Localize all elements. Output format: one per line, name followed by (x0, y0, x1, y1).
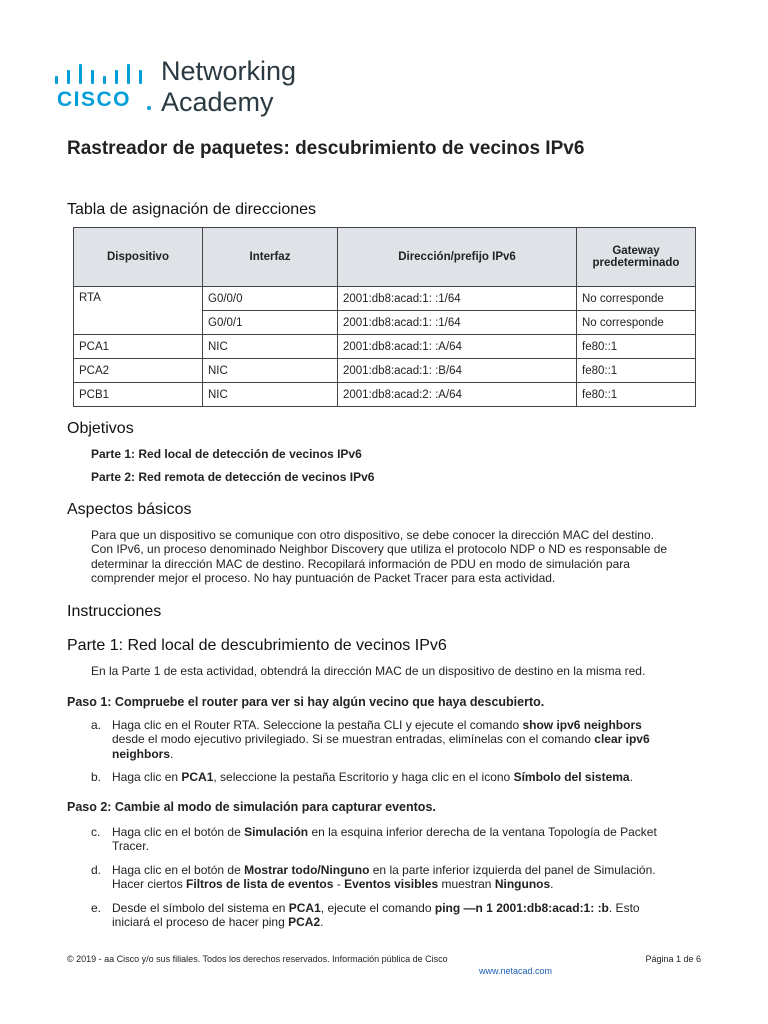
footer-page-number: Página 1 de 6 (645, 954, 701, 964)
page-title: Rastreador de paquetes: descubrimiento de vecinos IPv6 (67, 138, 585, 159)
cisco-bars-icon (55, 62, 147, 84)
cell-gateway: fe80::1 (577, 359, 696, 383)
cell-gateway: No corresponde (577, 287, 696, 311)
cell-device: RTA (74, 287, 203, 335)
objective-part1: Parte 1: Red local de detección de vecinos IPv6 (91, 447, 362, 461)
cell-interface: NIC (203, 359, 338, 383)
objectives-heading: Objetivos (67, 420, 134, 437)
cisco-wordmark: CISCO (57, 88, 132, 111)
footer-copyright: © 2019 - aa Cisco y/o sus filiales. Todos los derechos reservados. Información pública de Cisco (67, 954, 448, 964)
cell-interface: NIC (203, 335, 338, 359)
footer-link[interactable]: www.netacad.com (479, 966, 553, 976)
instructions-heading: Instrucciones (67, 603, 162, 620)
cell-interface: G0/0/1 (203, 311, 338, 335)
cell-gateway: fe80::1 (577, 335, 696, 359)
logo-networking: Networking (161, 56, 297, 86)
cell-ipv6: 2001:db8:acad:1: :1/64 (338, 287, 577, 311)
step2-heading: Paso 2: Cambie al modo de simulación para capturar eventos. (67, 800, 436, 814)
step2-item-c: c. Haga clic en el botón de Simulación en la esquina inferior derecha de la ventana Topología de Packet Tracer. (91, 825, 657, 854)
cisco-networking-academy-logo (55, 58, 315, 118)
table-section-heading: Tabla de asignación de direcciones (67, 201, 317, 218)
cell-device: PCB1 (74, 383, 203, 407)
objective-part2: Parte 2: Red remota de detección de vecinos IPv6 (91, 470, 375, 484)
part1-heading: Parte 1: Red local de descubrimiento de vecinos IPv6 (67, 637, 447, 654)
table-row (74, 359, 696, 383)
part1-intro: En la Parte 1 de esta actividad, obtendrá la dirección MAC de un dispositivo de destino en la misma red. (91, 664, 646, 678)
table-header-row (74, 228, 696, 287)
cell-interface: G0/0/0 (203, 287, 338, 311)
table-row (74, 383, 696, 407)
table-row (74, 335, 696, 359)
header-ipv6: Dirección/prefijo IPv6 (338, 228, 577, 287)
logo-academy: Academy (161, 87, 274, 117)
step1-item-a: a. Haga clic en el Router RTA. Seleccione la pestaña CLI y ejecute el comando show ipv6 neighbors desde el modo ejecutivo privilegiado. Si se muestran entradas, elimínelas con el comando clear ipv6 neighbors. (91, 718, 650, 761)
cell-ipv6: 2001:db8:acad:1: :A/64 (338, 335, 577, 359)
step1-item-b: b. Haga clic en PCA1, seleccione la pestaña Escritorio y haga clic en el icono Símbolo del sistema. (91, 770, 633, 784)
cell-ipv6: 2001:db8:acad:1: :1/64 (338, 311, 577, 335)
cell-device: PCA2 (74, 359, 203, 383)
step1-heading: Paso 1: Compruebe el router para ver si hay algún vecino que haya descubierto. (67, 695, 545, 709)
background-heading: Aspectos básicos (67, 501, 192, 518)
address-table (73, 227, 696, 407)
header-device: Dispositivo (74, 228, 203, 287)
cell-gateway: fe80::1 (577, 383, 696, 407)
header-gateway: Gateway predeterminado (577, 228, 696, 287)
cell-interface: NIC (203, 383, 338, 407)
step2-item-d: d. Haga clic en el botón de Mostrar todo/Ninguno en la parte inferior izquierda del panel de Simulación. Hacer ciertos Filtros de lista de eventos - Eventos visibles muestran Ningunos. (91, 863, 656, 892)
cell-gateway: No corresponde (577, 311, 696, 335)
cell-ipv6: 2001:db8:acad:1: :B/64 (338, 359, 577, 383)
background-text: Para que un dispositivo se comunique con otro dispositivo, se debe conocer la dirección MAC del destino. Con IPv6, un proceso denominado Neighbor Discovery que utiliza el protocolo NDP o ND es responsable de determinar la dirección MAC de destino. Recopilará información de PDU en modo de simulación para comprender mejor el proceso. No hay puntuación de Packet Tracer para esta actividad. (91, 528, 668, 585)
logo-dot (147, 106, 151, 110)
cell-ipv6: 2001:db8:acad:2: :A/64 (338, 383, 577, 407)
cell-device: PCA1 (74, 335, 203, 359)
step2-item-e: e. Desde el símbolo del sistema en PCA1, ejecute el comando ping —n 1 2001:db8:acad:1: :b. Esto iniciará el proceso de hacer ping PCA2. (91, 901, 640, 930)
table-row (74, 287, 696, 311)
header-interface: Interfaz (203, 228, 338, 287)
